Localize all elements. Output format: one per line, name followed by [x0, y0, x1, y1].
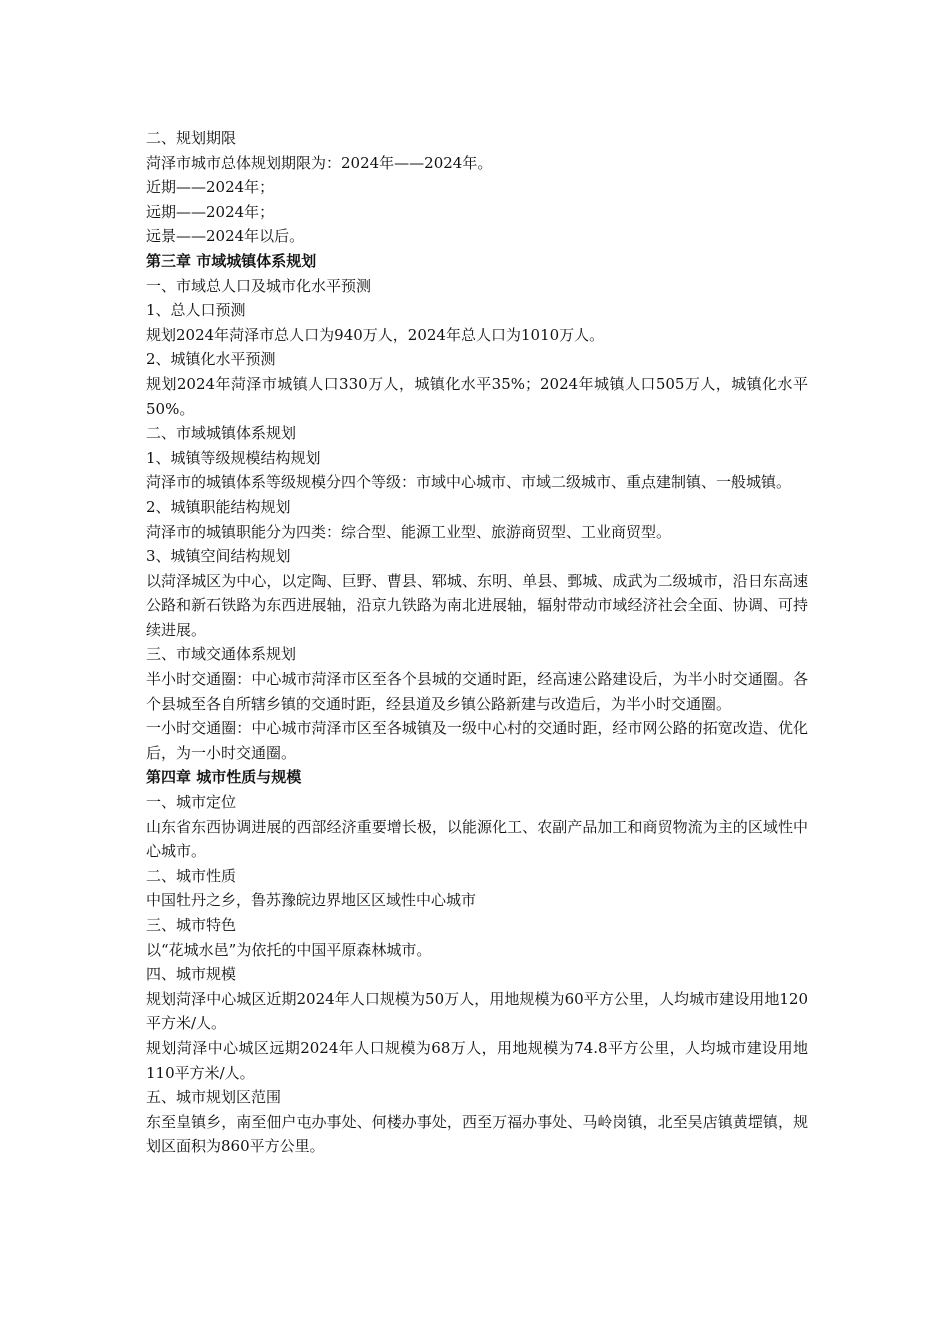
section-heading-transport-system: 三、市域交通体系规划	[146, 645, 297, 664]
paragraph-period-near: 近期——2024年；	[146, 178, 275, 197]
chapter-3-title: 第三章 市域城镇体系规划	[146, 251, 317, 270]
paragraph-function-structure: 菏泽市的城镇职能分为四类：综合型、能源工业型、旅游商贸型、工业商贸型。	[146, 522, 672, 541]
section-heading-population-urbanization: 一、市域总人口及城市化水平预测	[146, 276, 372, 295]
paragraph-grade-structure: 菏泽市的城镇体系等级规模分四个等级：市域中心城市、市域二级城市、重点建制镇、一般城镇。	[146, 473, 792, 492]
subheading-grade-structure: 1、城镇等级规模结构规划	[146, 448, 321, 467]
section-heading-city-features: 三、城市特色	[146, 916, 237, 934]
paragraph-one-hour-circle: 一小时交通圈：中心城市菏泽市区至各城镇及一级中心村的交通时距，经市网公路的拓宽改造、优化后，为一小时交通圈。	[146, 719, 808, 762]
paragraph-near-term-scale: 规划菏泽中心城区近期2024年人口规模为50万人，用地规模为60平方公里，人均城市建设用地120平方米/人。	[146, 989, 808, 1033]
subheading-spatial-structure: 3、城镇空间结构规划	[146, 547, 291, 566]
section-heading-planning-period: 二、规划期限	[146, 129, 237, 147]
subheading-population-forecast: 1、总人口预测	[146, 301, 246, 320]
paragraph-spatial-structure: 以菏泽城区为中心，以定陶、巨野、曹县、郓城、东明、单县、鄄城、成武为二级城市，沿日东高速公路和新石铁路为东西进展轴，沿京九铁路为南北进展轴，辐射带动市域经济社会全面、协调、可持续进展。	[146, 571, 808, 639]
paragraph-city-positioning: 山东省东西协调进展的西部经济重要增长极，以能源化工、农副产品加工和商贸物流为主的区域性中心城市。	[146, 817, 808, 861]
paragraph-city-nature: 中国牡丹之乡，鲁苏豫皖边界地区区域性中心城市	[146, 891, 477, 910]
paragraph-city-features: 以“花城水邑”为依托的中国平原森林城市。	[146, 940, 432, 959]
paragraph-period-far: 远期——2024年；	[146, 202, 275, 221]
section-heading-city-nature: 二、城市性质	[146, 866, 237, 885]
paragraph-period-vision: 远景——2024年以后。	[146, 227, 305, 246]
paragraph-planning-area: 东至皇镇乡，南至佃户屯办事处、何楼办事处，西至万福办事处、马岭岗镇，北至吴店镇黄堽镇，规划区面积为860平方公里。	[146, 1112, 808, 1156]
subheading-function-structure: 2、城镇职能结构规划	[146, 497, 291, 516]
subheading-urbanization-forecast: 2、城镇化水平预测	[146, 350, 276, 369]
chapter-4-title: 第四章 城市性质与规模	[146, 768, 302, 787]
section-heading-planning-area: 五、城市规划区范围	[146, 1088, 282, 1107]
section-heading-town-system: 二、市域城镇体系规划	[146, 424, 297, 443]
paragraph-half-hour-circle: 半小时交通圈：中心城市菏泽市区至各个县城的交通时距，经高速公路建设后，为半小时交通圈。各个县城至各自所辖乡镇的交通时距，经县道及乡镇公路新建与改造后，为半小时交通圈。	[146, 670, 808, 713]
paragraph-long-term-scale: 规划菏泽中心城区远期2024年人口规模为68万人，用地规模为74.8平方公里，人均城市建设用地110平方米/人。	[146, 1038, 808, 1082]
document-page	[146, 126, 808, 1159]
paragraph-population-forecast: 规划2024年菏泽市总人口为940万人，2024年总人口为1010万人。	[146, 325, 605, 344]
section-heading-city-scale: 四、城市规模	[146, 965, 237, 984]
section-heading-city-positioning: 一、城市定位	[146, 793, 237, 812]
paragraph-period-main: 菏泽市城市总体规划期限为：2024年——2024年。	[146, 153, 493, 172]
paragraph-urbanization-forecast: 规划2024年菏泽市城镇人口330万人，城镇化水平35%；2024年城镇人口505万人，城镇化水平50%。	[146, 374, 808, 418]
